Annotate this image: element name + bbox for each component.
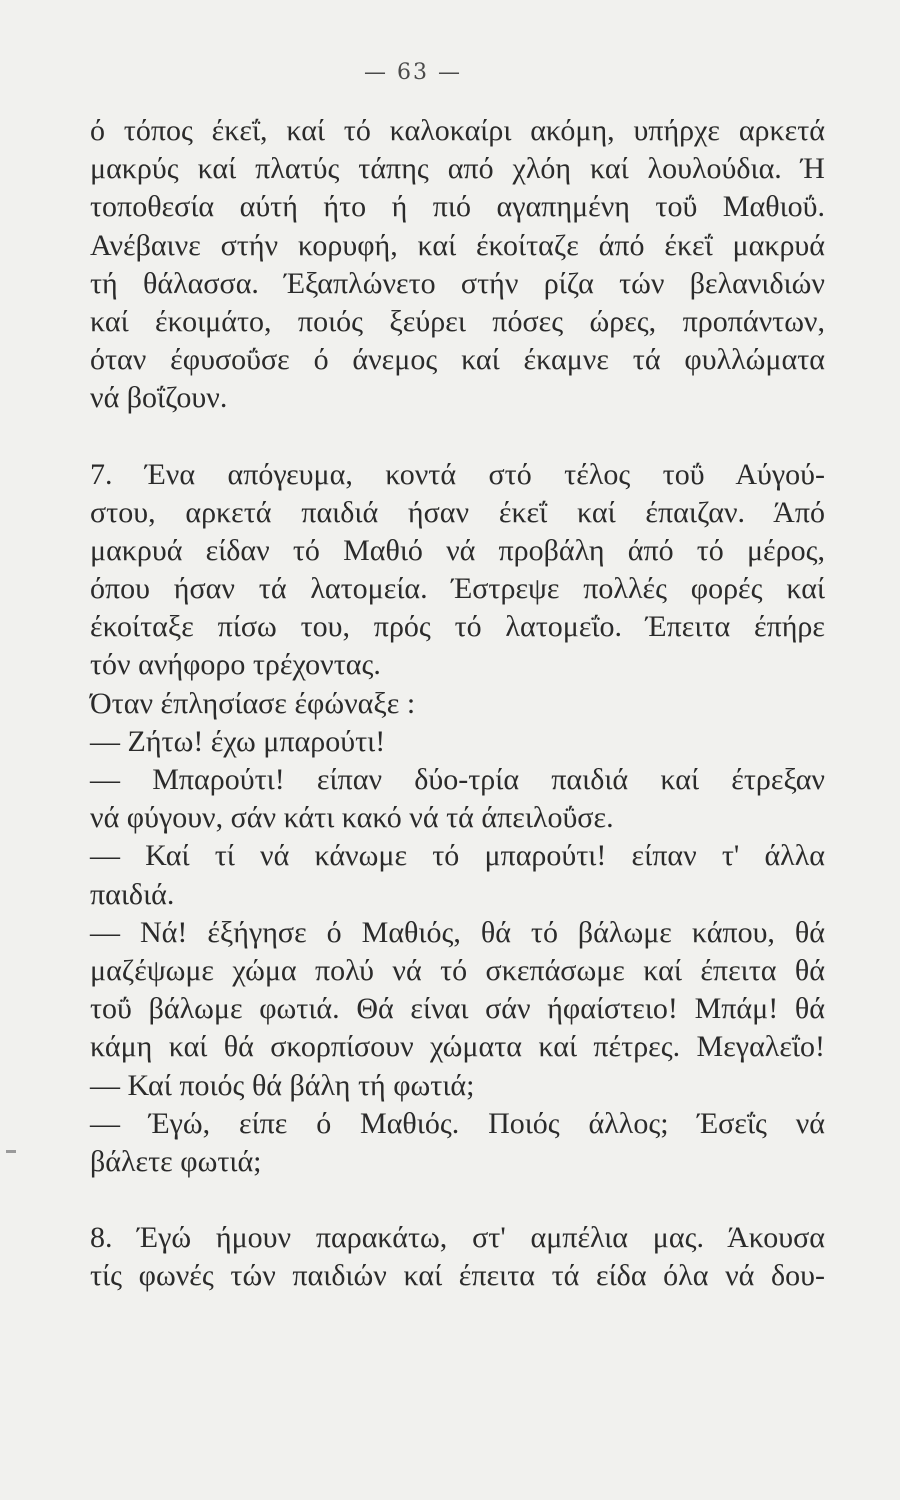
text-line: τοΰ βάλωμε φωτιά. Θά είναι σάν ήφαίστειο! Μπάμ! θά — [90, 992, 825, 1026]
text-line: έκοίταξε πίσω του, πρός τό λατομεΐο. Έπειτα έπήρε — [90, 610, 825, 644]
paragraph-gap — [90, 418, 825, 456]
text-line: στου, αρκετά παιδιά ήσαν έκεΐ καί έπαιζαν. Άπό — [90, 495, 825, 529]
text-line: μακρυά είδαν τό Μαθιό νά προβάλη άπό τό μέρος, — [90, 533, 825, 567]
text-line: — Έγώ, είπε ό Μαθιός. Ποιός άλλος; Έσεΐς νά — [90, 1106, 825, 1140]
text-line: βάλετε φωτιά; — [90, 1144, 262, 1178]
text-line: — Καί ποιός θά βάλη τή φωτιά; — [90, 1068, 475, 1102]
text-line: τοποθεσία αύτή ήτο ή πιό αγαπημένη τοΰ Μαθιοΰ. — [90, 190, 825, 224]
body-text — [90, 112, 825, 1295]
text-line: καί έκοιμάτο, ποιός ξεύρει πόσες ώρες, προπάντων, — [90, 304, 825, 338]
text-line: όταν έφυσοΰσε ό άνεμος καί έκαμνε τά φυλλώματα — [90, 343, 825, 377]
margin-mark — [6, 1150, 16, 1153]
text-line: κάμη καί θά σκορπίσουν χώματα καί πέτρες. Μεγαλεΐο! — [90, 1030, 825, 1064]
text-line: νά φύγουν, σάν κάτι κακό νά τά άπειλοΰσε. — [90, 801, 614, 835]
text-line: 7. Ένα απόγευμα, κοντά στό τέλος τοΰ Αύγού- — [90, 457, 825, 491]
text-line: — Καί τί νά κάνωμε τό μπαρούτι! είπαν τ' άλλα — [90, 839, 825, 873]
text-line: — Νά! έξήγησε ό Μαθιός, θά τό βάλωμε κάπου, θά — [90, 915, 825, 949]
text-line: όπου ήσαν τά λατομεία. Έστρεψε πολλές φορές καί — [90, 572, 825, 606]
text-line: Όταν έπλησίασε έφώναξε : — [90, 686, 416, 720]
text-line: — Ζήτω! έχω μπαρούτι! — [90, 724, 386, 758]
paragraph-gap — [90, 1181, 825, 1219]
text-line: νά βοΐζουν. — [90, 381, 228, 415]
text-line: ό τόπος έκεΐ, καί τό καλοκαίρι ακόμη, υπήρχε αρκετά — [90, 114, 825, 147]
page-number: — 63 — — [364, 60, 462, 85]
text-line: τίς φωνές τών παιδιών καί έπειτα τά είδα όλα νά δου- — [90, 1259, 825, 1293]
text-line: — Μπαρούτι! είπαν δύο-τρία παιδιά καί έτρεξαν — [90, 763, 825, 796]
text-line: τή θάλασσα. Έξαπλώνετο στήν ρίζα τών βελανιδιών — [90, 266, 825, 300]
text-line: 8. Έγώ ήμουν παρακάτω, στ' αμπέλια μας. Άκουσα — [90, 1221, 825, 1255]
text-line: Ανέβαινε στήν κορυφή, καί έκοίταζε άπό έκεΐ μακρυά — [90, 228, 825, 262]
text-line: τόν ανήφορο τρέχοντας. — [90, 648, 381, 682]
text-line: μακρύς καί πλατύς τάπης από χλόη καί λουλούδια. Ή — [90, 152, 825, 186]
text-line: μαζέψωμε χώμα πολύ νά τό σκεπάσωμε καί έπειτα θά — [90, 953, 825, 987]
text-line: παιδιά. — [90, 877, 175, 911]
